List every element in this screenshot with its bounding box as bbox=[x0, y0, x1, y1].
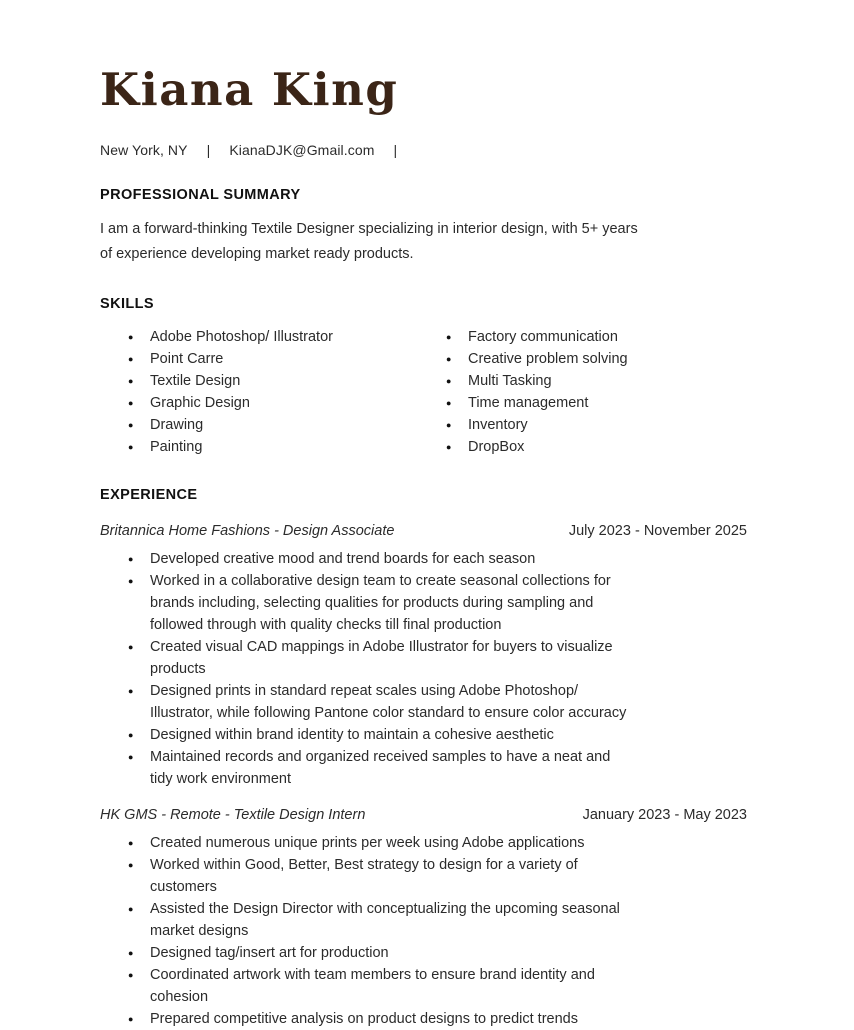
job-bullet: ● Assisted the Design Director with conceptualizing the upcoming seasonal market designs bbox=[128, 898, 630, 942]
skills-columns bbox=[100, 326, 747, 458]
job-bullet: ● Developed creative mood and trend boards for each season bbox=[128, 548, 630, 570]
skill-item: ● Drawing bbox=[128, 414, 418, 436]
job-bullet: ● Worked in a collaborative design team to create seasonal collections for brands including, selecting qualities for products during sampling and followed through with quality checks till final production bbox=[128, 570, 630, 636]
contact-separator: | bbox=[393, 142, 398, 159]
skills-list-right bbox=[418, 326, 628, 458]
experience-entry bbox=[100, 520, 747, 790]
contact-line bbox=[100, 142, 747, 158]
job-bullet: ● Created visual CAD mappings in Adobe Illustrator for buyers to visualize products bbox=[128, 636, 630, 680]
job-bullet: ● Maintained records and organized received samples to have a neat and tidy work environment bbox=[128, 746, 630, 790]
skills-heading: SKILLS bbox=[100, 296, 154, 313]
experience-heading: EXPERIENCE bbox=[100, 487, 198, 504]
job-bullet: ● Designed within brand identity to maintain a cohesive aesthetic bbox=[128, 724, 630, 746]
person-name: Kiana King bbox=[100, 63, 399, 116]
skill-item: ● Factory communication bbox=[446, 326, 628, 348]
job-bullet: ● Worked within Good, Better, Best strategy to design for a variety of customers bbox=[128, 854, 630, 898]
skills-list-left bbox=[100, 326, 418, 458]
job-bullet-list bbox=[100, 548, 747, 790]
summary-heading: PROFESSIONAL SUMMARY bbox=[100, 187, 301, 204]
skill-item: ● Graphic Design bbox=[128, 392, 418, 414]
job-bullet: ● Designed prints in standard repeat scales using Adobe Photoshop/ Illustrator, while following Pantone color standard to ensure color accuracy bbox=[128, 680, 630, 724]
job-dates: January 2023 - May 2023 bbox=[582, 807, 747, 824]
skill-item: ● Inventory bbox=[446, 414, 628, 436]
job-bullet: ● Coordinated artwork with team members to ensure brand identity and cohesion bbox=[128, 964, 630, 1008]
skill-item: ● Adobe Photoshop/ Illustrator bbox=[128, 326, 418, 348]
skill-item: ● Textile Design bbox=[128, 370, 418, 392]
job-bullet: ● Prepared competitive analysis on product designs to predict trends bbox=[128, 1008, 630, 1030]
job-dates: July 2023 - November 2025 bbox=[568, 523, 747, 540]
job-title: HK GMS - Remote - Textile Design Intern bbox=[100, 807, 366, 824]
job-title: Britannica Home Fashions - Design Associate bbox=[100, 523, 395, 540]
skill-item: ● Point Carre bbox=[128, 348, 418, 370]
job-bullet: ● Designed tag/insert art for production bbox=[128, 942, 630, 964]
job-header bbox=[100, 520, 747, 542]
job-header bbox=[100, 804, 747, 826]
contact-email: KianaDJK@Gmail.com bbox=[229, 142, 375, 159]
skill-item: ● Creative problem solving bbox=[446, 348, 628, 370]
contact-location: New York, NY bbox=[100, 142, 188, 159]
summary-text: I am a forward-thinking Textile Designer specializing in interior design, with 5+ years of experience developing market ready products. bbox=[100, 221, 638, 263]
job-bullet: ● Created numerous unique prints per week using Adobe applications bbox=[128, 832, 630, 854]
skill-item: ● Painting bbox=[128, 436, 418, 458]
skill-item: ● Time management bbox=[446, 392, 628, 414]
experience-entry bbox=[100, 804, 747, 1030]
skill-item: ● DropBox bbox=[446, 436, 628, 458]
contact-separator: | bbox=[206, 142, 211, 159]
job-bullet-list bbox=[100, 832, 747, 1030]
skill-item: ● Multi Tasking bbox=[446, 370, 628, 392]
